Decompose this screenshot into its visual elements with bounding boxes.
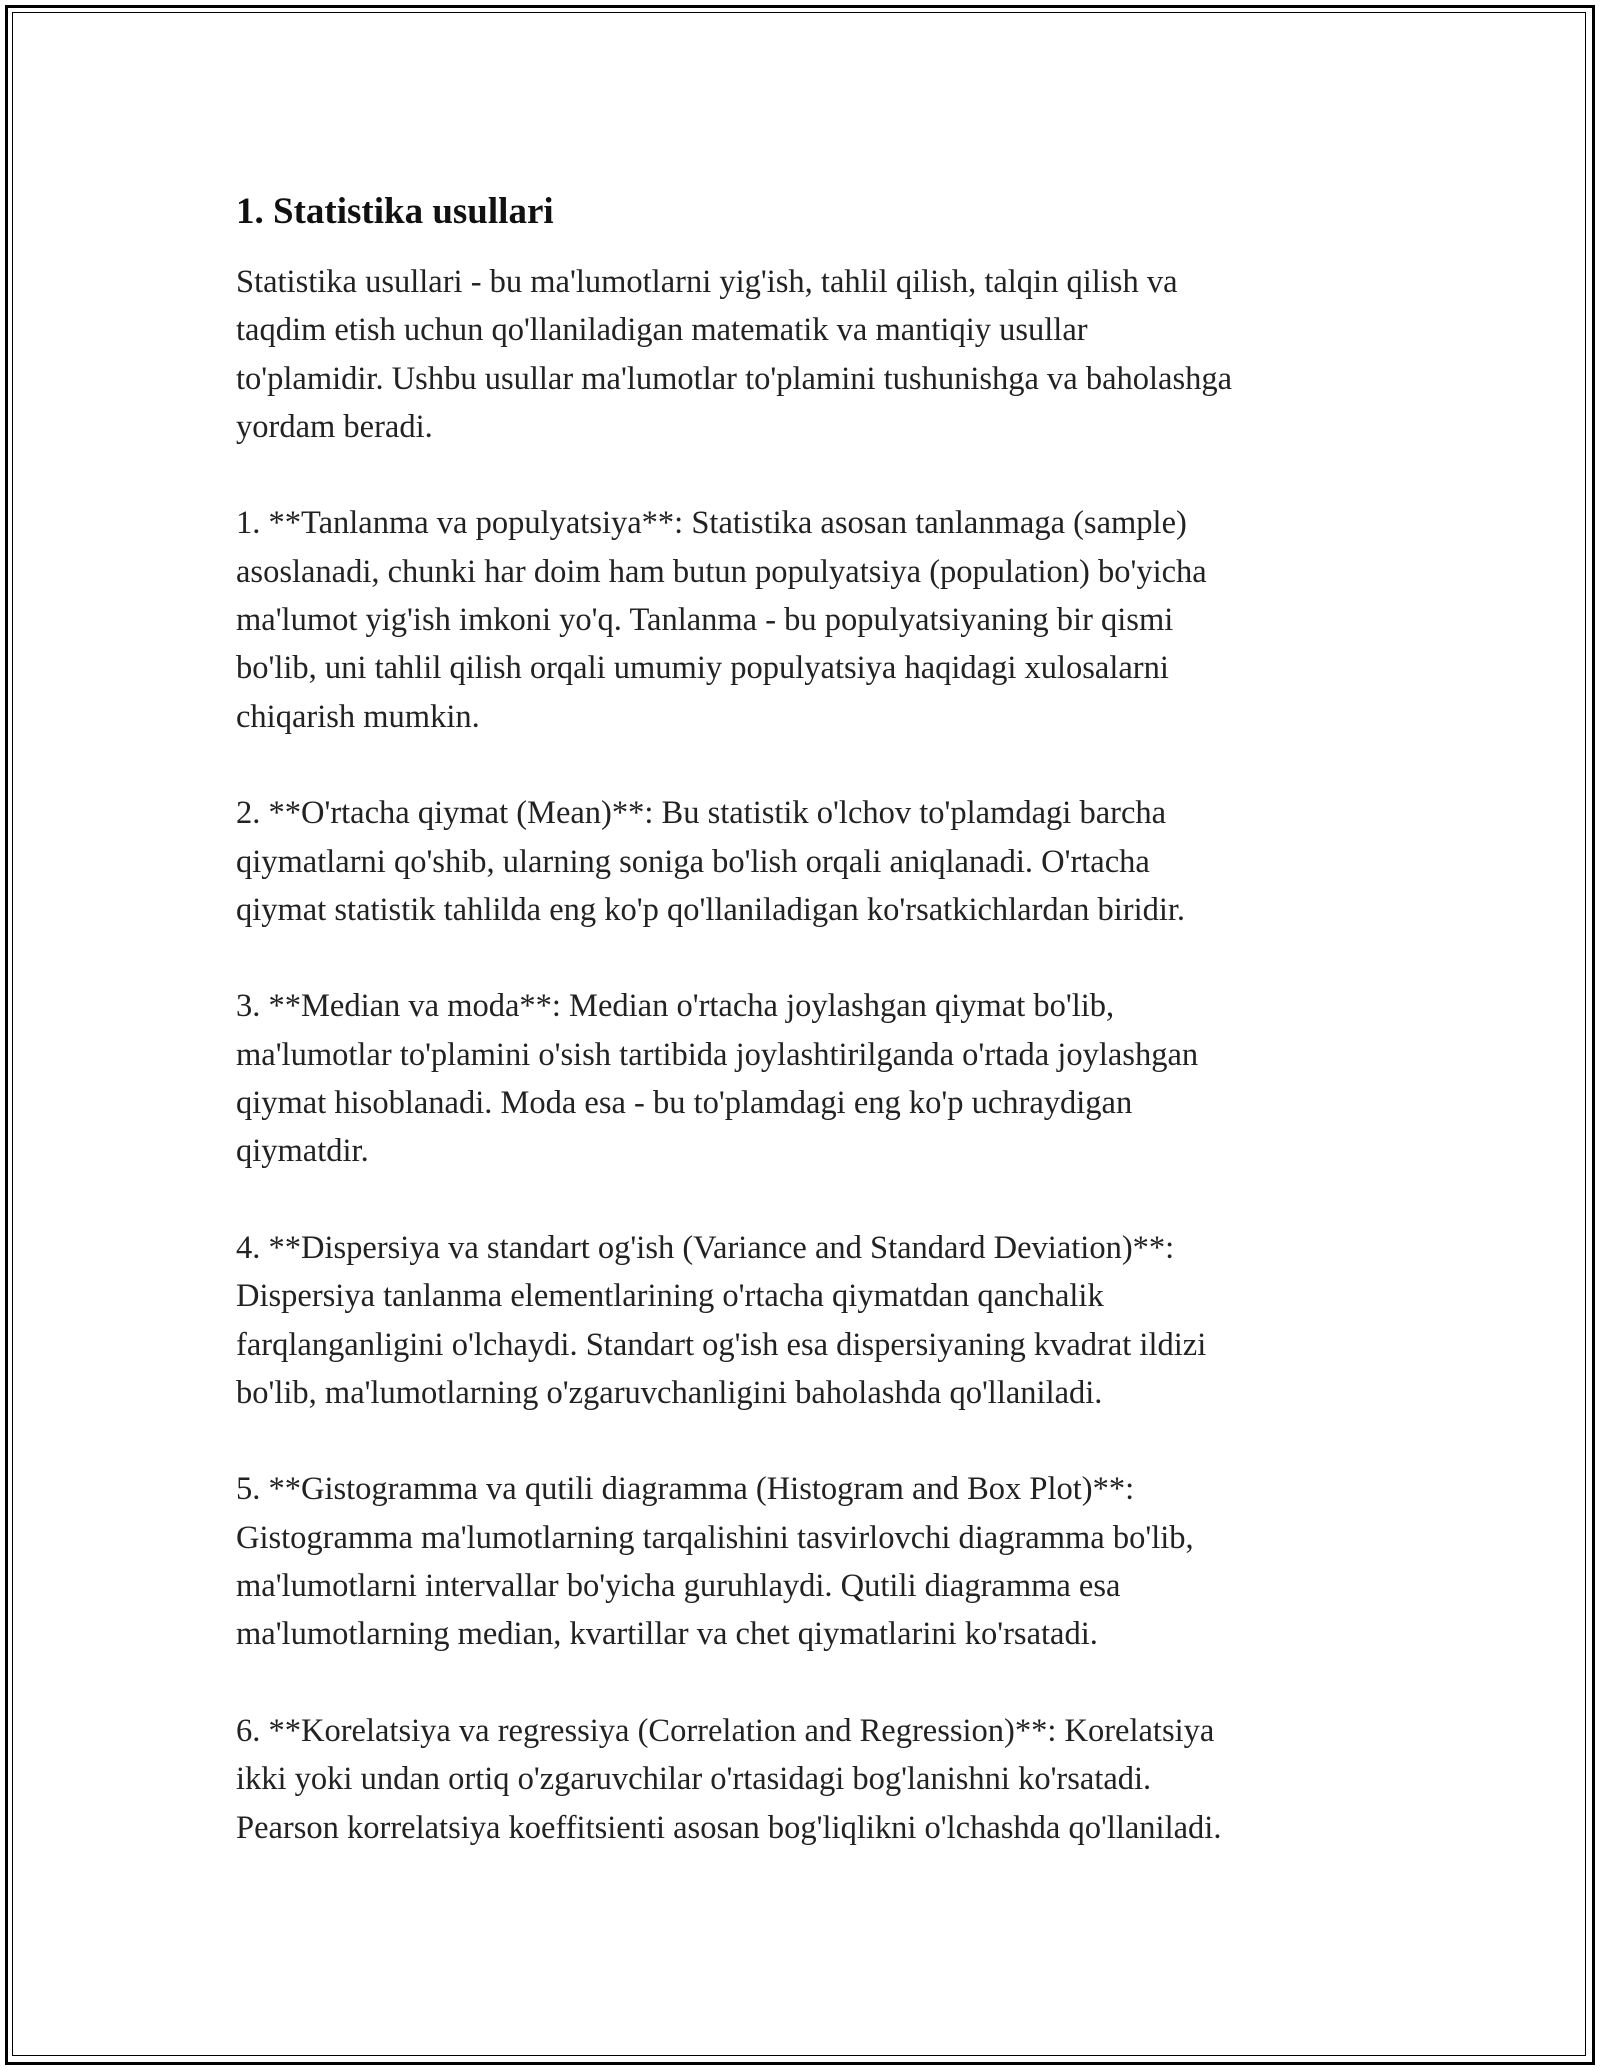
- section-6-paragraph: 6. **Korelatsiya va regressiya (Correlation and Regression)**: Korelatsiya ikki yoki undan ortiq o'zgaruvchilar o'rtasidagi bog'lanishni ko'rsatadi. Pearson korrelatsiya koeffitsienti asosan bog'liqlikni o'lchashda qo'llaniladi.: [236, 1712, 1222, 1846]
- section-5-paragraph: 5. **Gistogramma va qutili diagramma (Histogram and Box Plot)**: Gistogramma ma'lumotlarning tarqalishini tasvirlovchi diagramma bo'lib, ma'lumotlarni intervallar bo'yicha guruhlaydi. Qutili diagramma esa ma'lumotlarning median, kvartillar va chet qiymatlarini ko'rsatadi.: [236, 1471, 1194, 1653]
- section-3-paragraph: 3. **Median va moda**: Median o'rtacha joylashgan qiymat bo'lib, ma'lumotlar to'plamini o'sish tartibida joylashtirilganda o'rtada joylashgan qiymat hisoblanadi. Moda esa - bu to'plamdagi eng ko'p uchraydigan qiymatdir.: [236, 988, 1199, 1170]
- section-1-paragraph: 1. **Tanlanma va populyatsiya**: Statistika asosan tanlanmaga (sample) asoslanadi, chunki har doim ham butun populyatsiya (population) bo'yicha ma'lumot yig'ish imkoni yo'q. Tanlanma - bu populyatsiyaning bir qismi bo'lib, uni tahlil qilish orqali umumiy populyatsiya haqidagi xulosalarni chiqarish mumkin.: [236, 505, 1207, 735]
- document-title: 1. Statistika usullari: [236, 191, 554, 232]
- intro-paragraph: Statistika usullari - bu ma'lumotlarni yig'ish, tahlil qilish, talqin qilish va taqdim etish uchun qo'llaniladigan matematik va mantiqiy usullar to'plamidir. Ushbu usullar ma'lumotlar to'plamini tushunishga va baholashga yordam beradi.: [236, 264, 1233, 445]
- section-2-paragraph: 2. **O'rtacha qiymat (Mean)**: Bu statistik o'lchov to'plamdagi barcha qiymatlarni qo'shib, ularning soniga bo'lish orqali aniqlanadi. O'rtacha qiymat statistik tahlilda eng ko'p qo'llaniladigan ko'rsatkichlardan biridir.: [236, 795, 1186, 928]
- section-4-paragraph: 4. **Dispersiya va standart og'ish (Variance and Standard Deviation)**: Dispersiya tanlanma elementlarining o'rtacha qiymatdan qanchalik farqlanganligini o'lchaydi. Standart og'ish esa dispersiyaning kvadrat ildizi bo'lib, ma'lumotlarning o'zgaruvchanligini baholashda qo'llaniladi.: [236, 1229, 1207, 1411]
- document-body: [236, 188, 1386, 1900]
